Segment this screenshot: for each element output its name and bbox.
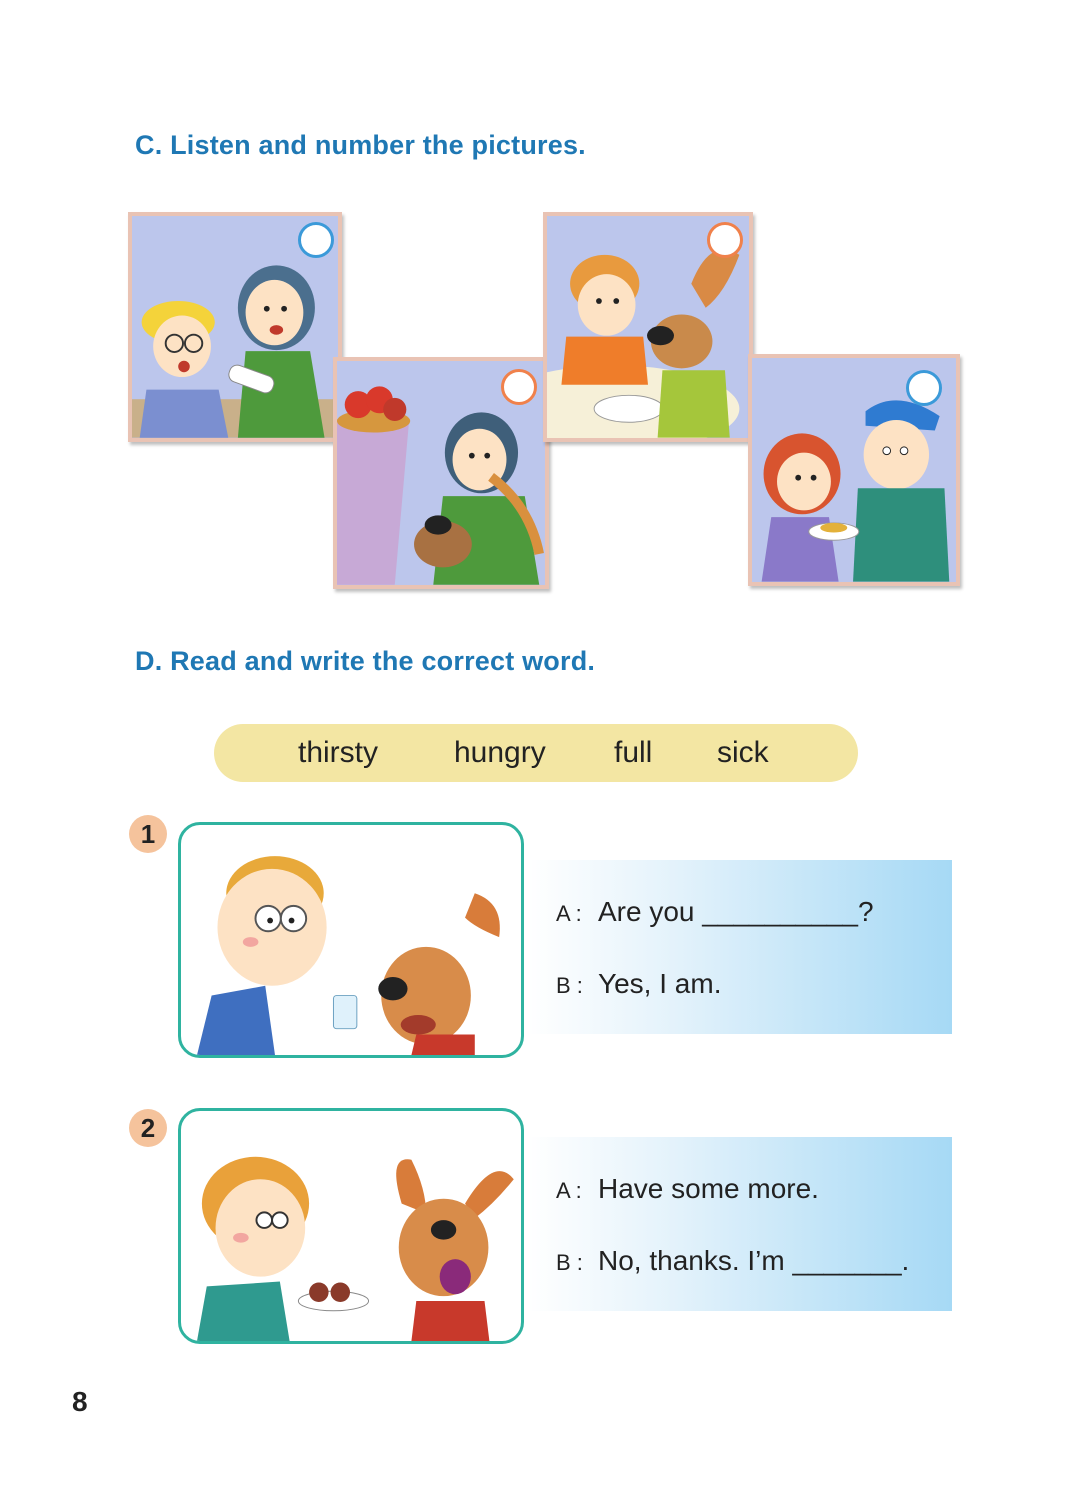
speaker-label: B : — [556, 1250, 583, 1275]
word-bank-item: hungry — [454, 736, 546, 769]
item-1-picture — [178, 822, 524, 1058]
listening-picture-2 — [333, 357, 549, 589]
item-1-dialog — [528, 860, 952, 1034]
number-circle-3[interactable] — [707, 222, 743, 258]
speaker-label: A : — [556, 1178, 582, 1203]
dialog-text: Have some more. — [598, 1173, 819, 1204]
boy-giving-water-illustration — [181, 825, 521, 1055]
item-2-picture — [178, 1108, 524, 1344]
listening-picture-4 — [748, 354, 960, 586]
dialog-line-a — [556, 1173, 819, 1205]
dialog-text: Are you __________? — [598, 896, 874, 927]
girl-offering-food-illustration — [181, 1111, 521, 1341]
speaker-label: B : — [556, 973, 583, 998]
listening-picture-3 — [543, 212, 753, 442]
dialog-text: No, thanks. I’m _______. — [598, 1245, 910, 1276]
item-2-dialog — [528, 1137, 952, 1311]
listening-picture-1 — [128, 212, 342, 442]
word-bank-item: thirsty — [298, 736, 379, 769]
item-number-badge: 1 — [129, 815, 167, 853]
speaker-label: A : — [556, 901, 582, 926]
word-bank-item: sick — [717, 736, 769, 769]
dialog-text: Yes, I am. — [598, 968, 722, 999]
number-circle-2[interactable] — [501, 369, 537, 405]
page-number: 8 — [72, 1386, 88, 1417]
dialog-line-a — [556, 896, 874, 928]
dialog-line-b — [556, 968, 721, 1000]
number-circle-4[interactable] — [906, 370, 942, 406]
dialog-line-b — [556, 1245, 909, 1277]
section-d-heading: D. Read and write the correct word. — [135, 646, 596, 676]
word-bank — [214, 724, 858, 782]
number-circle-1[interactable] — [298, 222, 334, 258]
section-c-heading: C. Listen and number the pictures. — [135, 130, 586, 160]
word-bank-item: full — [614, 736, 653, 769]
item-number-badge: 2 — [129, 1109, 167, 1147]
